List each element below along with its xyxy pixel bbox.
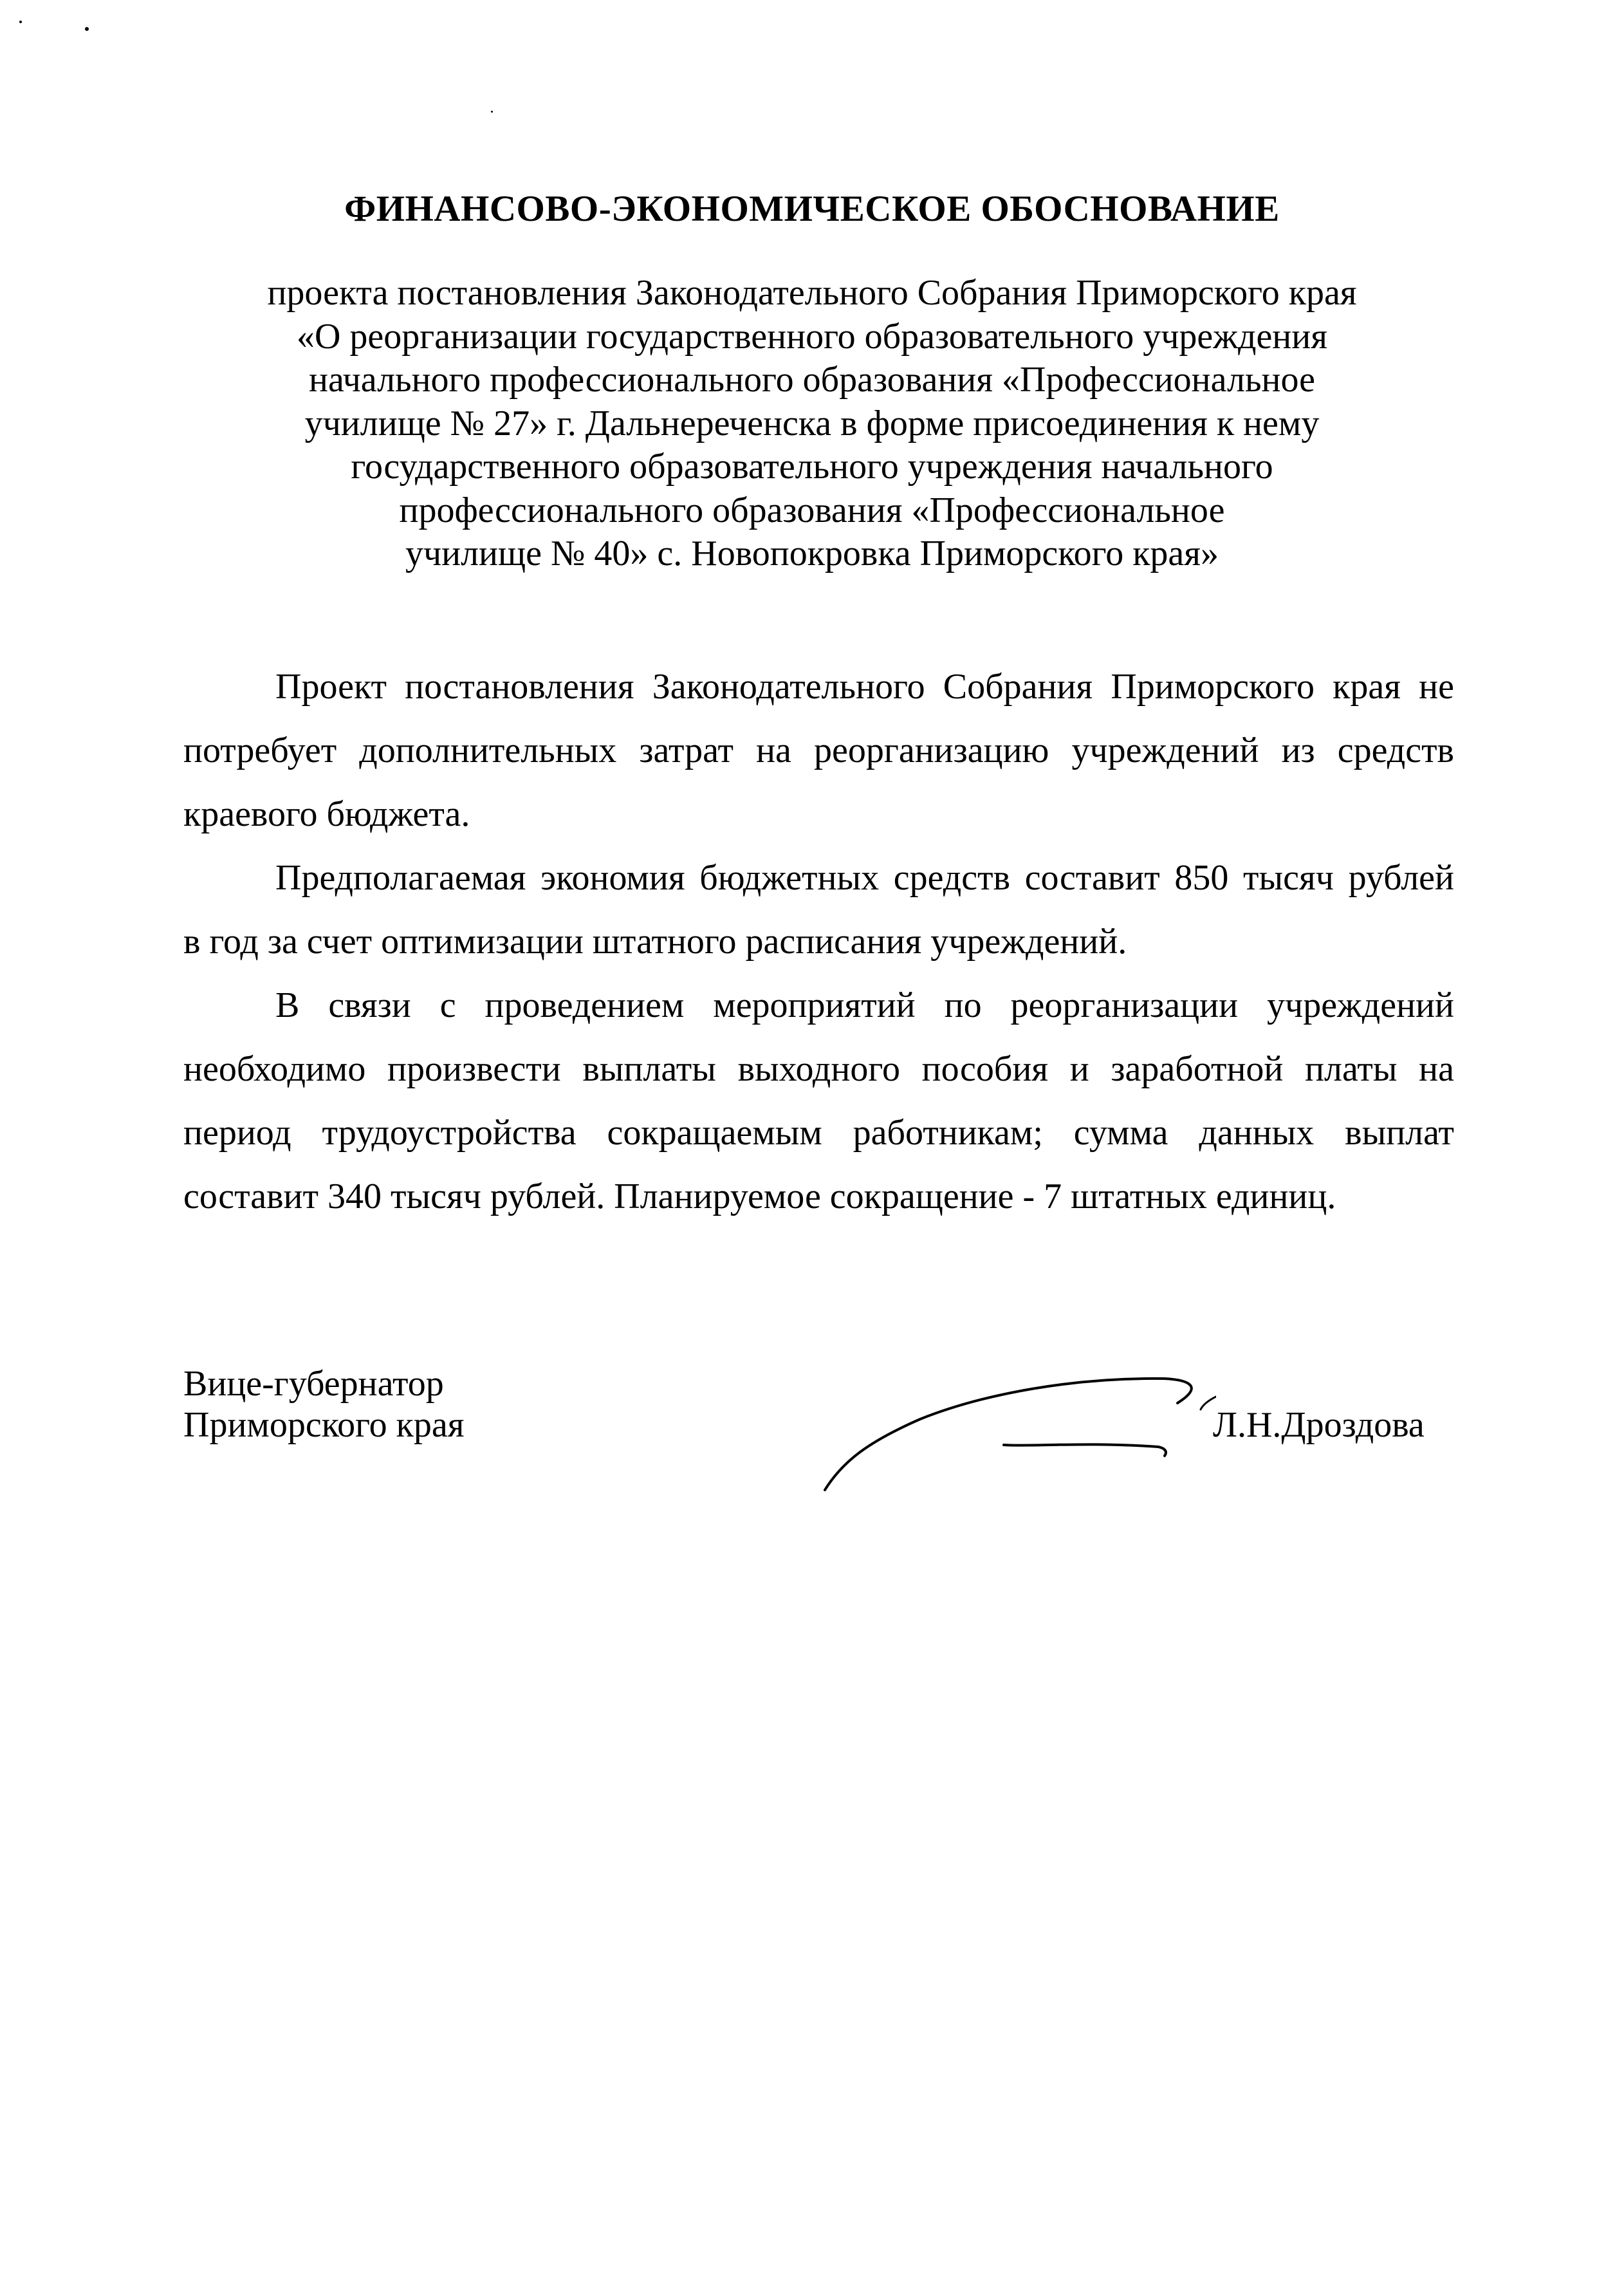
paragraph-budget-costs <box>183 655 1454 846</box>
position-line: Вице-губернатор <box>183 1364 444 1404</box>
text-line: Проект постановления Законодательного Собрания Приморского края не <box>275 667 1454 707</box>
scan-speck <box>85 27 89 31</box>
text-line: краевого бюджета. <box>183 794 470 834</box>
paragraph-severance <box>183 974 1454 1229</box>
text-line: необходимо произвести выплаты выходного пособия и заработной платы на <box>183 1049 1454 1089</box>
text-line: В связи с проведением мероприятий по реорганизации учреждений <box>275 985 1454 1025</box>
text-line: период трудоустройства сокращаемым работникам; сумма данных выплат <box>183 1113 1454 1153</box>
scan-speck <box>19 21 22 23</box>
subtitle-line: училище № 27» г. Дальнереченска в форме присоединения к нему <box>304 403 1320 443</box>
text-line: в год за счет оптимизации штатного расписания учреждений. <box>183 922 1127 962</box>
paragraph-savings <box>183 846 1454 974</box>
text-line: потребует дополнительных затрат на реорганизацию учреждений из средств <box>183 730 1454 770</box>
signatory-name: Л.Н.Дроздова <box>1213 1405 1425 1445</box>
subtitle-line: училище № 40» с. Новопокровка Приморского края» <box>405 534 1219 573</box>
subtitle-line: «О реорганизации государственного образовательного учреждения <box>296 316 1327 357</box>
text-line: Предполагаемая экономия бюджетных средств составит 850 тысяч рублей <box>275 858 1454 898</box>
scan-speck <box>491 111 493 113</box>
document-title: ФИНАНСОВО-ЭКОНОМИЧЕСКОЕ ОБОСНОВАНИЕ <box>344 189 1280 229</box>
document-subtitle <box>0 272 1624 576</box>
subtitle-line: проекта постановления Законодательного Собрания Приморского края <box>267 273 1357 313</box>
text-line: составит 340 тысяч рублей. Планируемое сокращение - 7 штатных единиц. <box>183 1177 1336 1216</box>
position-line: Приморского края <box>183 1405 465 1445</box>
handwritten-signature <box>817 1364 1216 1493</box>
subtitle-line: государственного образовательного учреждения начального <box>351 447 1273 487</box>
signatory-position <box>183 1363 464 1446</box>
subtitle-line: профессионального образования «Профессиональное <box>399 490 1225 530</box>
document-body <box>183 655 1454 1229</box>
subtitle-line: начального профессионального образования «Профессиональное <box>308 360 1315 400</box>
